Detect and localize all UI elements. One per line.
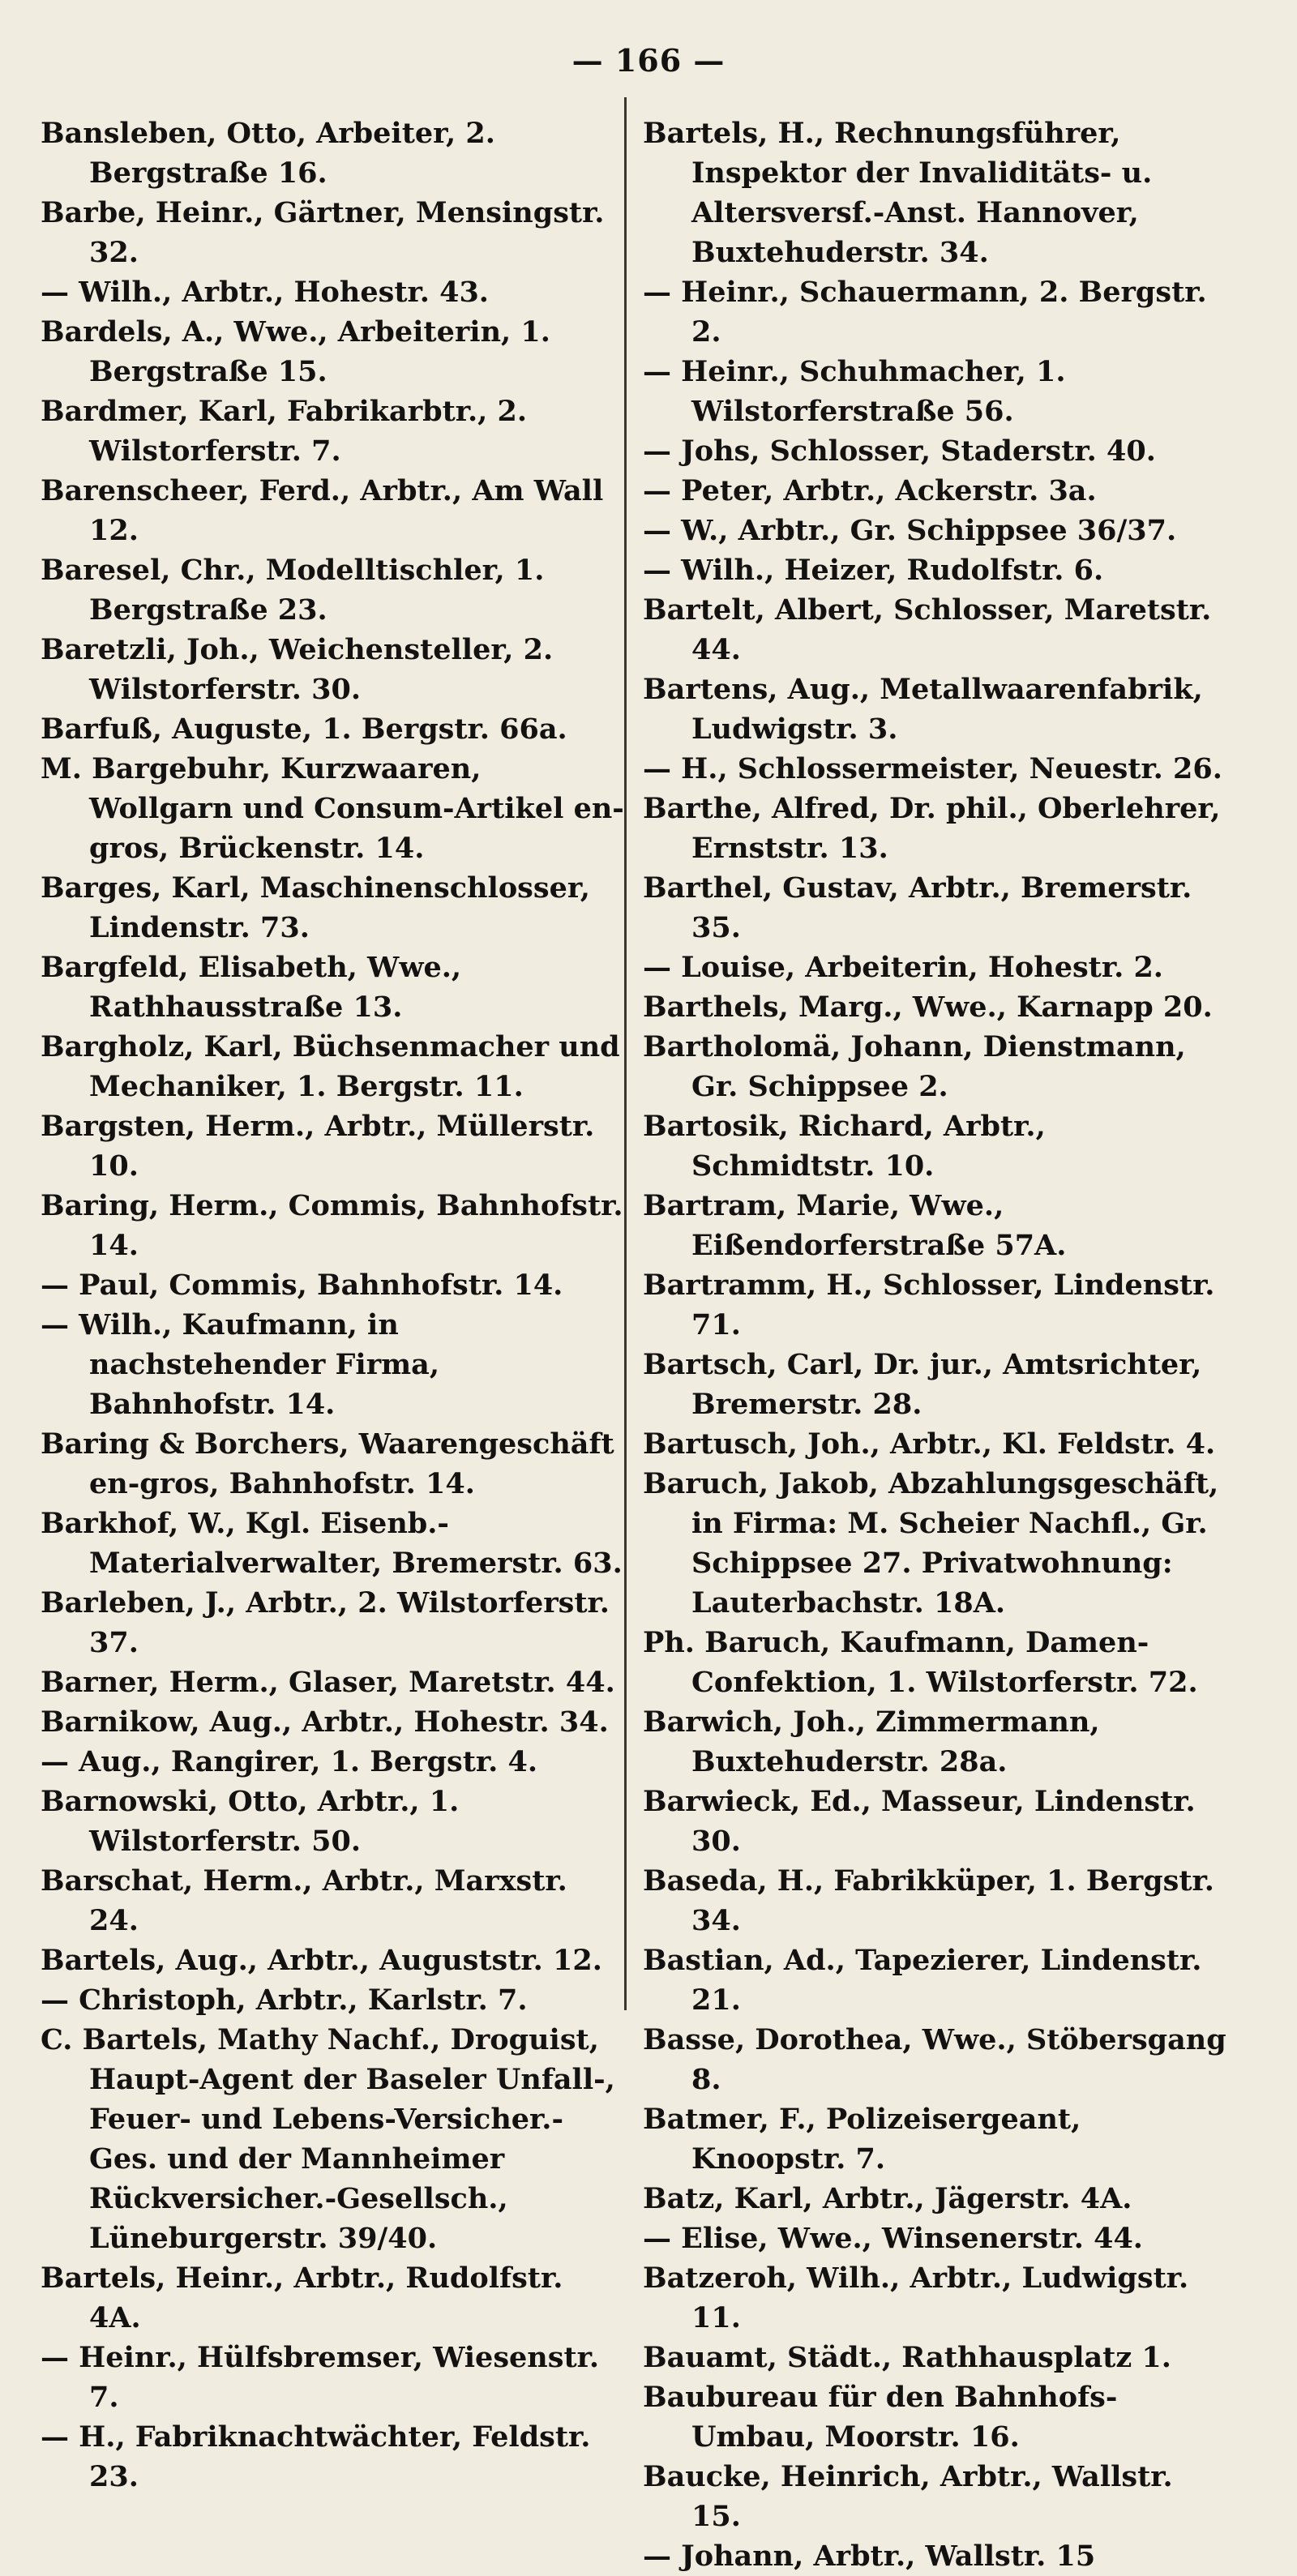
list-item: Batz, Karl, Arbtr., Jägerstr. 4A. — [643, 2182, 1132, 2215]
list-item: Baring, Herm., Commis, Bahnhofstr. 14. — [41, 1189, 623, 1262]
list-item: Bauamt, Städt., Rathhausplatz 1. — [643, 2341, 1171, 2374]
list-item: Barwieck, Ed., Masseur, Lindenstr. 30. — [643, 1785, 1196, 1858]
list-item: Barfuß, Auguste, 1. Bergstr. 66a. — [41, 712, 567, 746]
list-item: Barkhof, W., Kgl. Eisenb.-Materialverwalter, Bremerstr. 63. — [41, 1507, 623, 1580]
list-item: Baresel, Chr., Modelltischler, 1. Bergstraße 23. — [41, 554, 545, 627]
list-item: Bargfeld, Elisabeth, Wwe., Rathhausstraße 13. — [41, 951, 462, 1024]
list-item: Bastian, Ad., Tapezierer, Lindenstr. 21. — [643, 1944, 1202, 2017]
list-item: — Wilh., Arbtr., Hohestr. 43. — [41, 276, 489, 309]
list-item: Batmer, F., Polizeisergeant, Knoopstr. 7. — [643, 2103, 1081, 2176]
list-item: Bargsten, Herm., Arbtr., Müllerstr. 10. — [41, 1110, 595, 1183]
list-item: — Johs, Schlosser, Staderstr. 40. — [643, 434, 1156, 468]
list-item: Barnowski, Otto, Arbtr., 1. Wilstorferstr. 50. — [41, 1785, 460, 1858]
list-item: Bartusch, Joh., Arbtr., Kl. Feldstr. 4. — [643, 1427, 1216, 1461]
list-item: Baring & Borchers, Waarengeschäft en-gros, Bahnhofstr. 14. — [41, 1427, 614, 1500]
list-item: — H., Fabriknachtwächter, Feldstr. 23. — [41, 2420, 591, 2493]
list-item: — Wilh., Heizer, Rudolfstr. 6. — [643, 554, 1104, 587]
list-item: Barbe, Heinr., Gärtner, Mensingstr. 32. — [41, 196, 605, 269]
list-item: Bargholz, Karl, Büchsenmacher und Mechaniker, 1. Bergstr. 11. — [41, 1030, 620, 1103]
list-item: Bartramm, H., Schlosser, Lindenstr. 71. — [643, 1269, 1215, 1341]
left-column — [41, 113, 624, 2497]
list-item: Baseda, H., Fabrikküper, 1. Bergstr. 34. — [643, 1864, 1214, 1937]
list-item: Bartelt, Albert, Schlosser, Maretstr. 44. — [643, 593, 1212, 666]
list-item: — Wilh., Kaufmann, in nachstehender Firma, Bahnhofstr. 14. — [41, 1308, 440, 1421]
list-item: Bartens, Aug., Metallwaarenfabrik, Ludwigstr. 3. — [643, 673, 1203, 746]
list-item: Bartels, H., Rechnungsführer, Inspektor der Invaliditäts- u. Altersversf.-Anst. Hannover, Buxtehuderstr. 34. — [643, 117, 1153, 269]
list-item: Barschat, Herm., Arbtr., Marxstr. 24. — [41, 1864, 567, 1937]
list-item: Bartholomä, Johann, Dienstmann, Gr. Schippsee 2. — [643, 1030, 1186, 1103]
column-divider — [624, 97, 627, 2010]
list-item: C. Bartels, Mathy Nachf., Droguist, Haupt-Agent der Baseler Unfall-, Feuer- und Lebens-Versicher.-Ges. und der Mannheimer Rückversicher.-Gesellsch., Lüneburgerstr. 39/40. — [41, 2023, 615, 2255]
list-item: Bartels, Heinr., Arbtr., Rudolfstr. 4A. — [41, 2261, 563, 2334]
list-item: Bardels, A., Wwe., Arbeiterin, 1. Bergstraße 15. — [41, 315, 550, 388]
list-item: Bartels, Aug., Arbtr., Auguststr. 12. — [41, 1944, 602, 1977]
list-item: Barnikow, Aug., Arbtr., Hohestr. 34. — [41, 1705, 609, 1739]
list-item: Baretzli, Joh., Weichensteller, 2. Wilstorferstr. 30. — [41, 633, 554, 706]
list-item: Bansleben, Otto, Arbeiter, 2. Bergstraße 16. — [41, 117, 495, 190]
list-item: Bartsch, Carl, Dr. jur., Amtsrichter, Bremerstr. 28. — [643, 1348, 1202, 1421]
list-item: Bartosik, Richard, Arbtr., Schmidtstr. 10. — [643, 1110, 1046, 1183]
list-item: — Heinr., Schauermann, 2. Bergstr. 2. — [643, 276, 1207, 349]
list-item: Barthe, Alfred, Dr. phil., Oberlehrer, Ernststr. 13. — [643, 792, 1221, 865]
list-item: — Elise, Wwe., Winsenerstr. 44. — [643, 2222, 1143, 2255]
list-item: — Heinr., Hülfsbremser, Wiesenstr. 7. — [41, 2341, 600, 2414]
list-item: — Louise, Arbeiterin, Hohestr. 2. — [643, 951, 1163, 984]
list-item: — Heinr., Schuhmacher, 1. Wilstorferstraße 56. — [643, 355, 1066, 428]
list-item: Baubureau für den Bahnhofs-Umbau, Moorstr. 16. — [643, 2381, 1118, 2454]
list-item: Barenscheer, Ferd., Arbtr., Am Wall 12. — [41, 474, 604, 547]
list-item: Barthel, Gustav, Arbtr., Bremerstr. 35. — [643, 871, 1192, 944]
right-column — [643, 113, 1226, 2576]
list-item: Barthels, Marg., Wwe., Karnapp 20. — [643, 991, 1213, 1024]
list-item: — Johann, Arbtr., Wallstr. 15 — [643, 2540, 1096, 2573]
page-number: — 166 — — [571, 42, 726, 79]
list-item: Bartram, Marie, Wwe., Eißendorferstraße 57A. — [643, 1189, 1067, 1262]
list-item: — Paul, Commis, Bahnhofstr. 14. — [41, 1269, 563, 1302]
list-item: — Aug., Rangirer, 1. Bergstr. 4. — [41, 1745, 538, 1778]
list-item: Ph. Baruch, Kaufmann, Damen-Confektion, 1. Wilstorferstr. 72. — [643, 1626, 1198, 1699]
list-item: Barwich, Joh., Zimmermann, Buxtehuderstr. 28a. — [643, 1705, 1100, 1778]
list-item: M. Bargebuhr, Kurzwaaren, Wollgarn und Consum-Artikel en-gros, Brückenstr. 14. — [41, 752, 624, 865]
list-item: — H., Schlossermeister, Neuestr. 26. — [643, 752, 1222, 785]
list-item: — Christoph, Arbtr., Karlstr. 7. — [41, 1983, 528, 2017]
list-item: Batzeroh, Wilh., Arbtr., Ludwigstr. 11. — [643, 2261, 1189, 2334]
list-item: — Peter, Arbtr., Ackerstr. 3a. — [643, 474, 1097, 507]
list-item: Basse, Dorothea, Wwe., Stöbersgang 8. — [643, 2023, 1226, 2096]
list-item: Baruch, Jakob, Abzahlungsgeschäft, in Firma: M. Scheier Nachfl., Gr. Schippsee 27. Privatwohnung: Lauterbachstr. 18A. — [643, 1467, 1219, 1620]
list-item: Barges, Karl, Maschinenschlosser, Lindenstr. 73. — [41, 871, 590, 944]
list-item: — W., Arbtr., Gr. Schippsee 36/37. — [643, 514, 1177, 547]
list-item: Baucke, Heinrich, Arbtr., Wallstr. 15. — [643, 2460, 1173, 2533]
list-item: Barleben, J., Arbtr., 2. Wilstorferstr. 37. — [41, 1586, 610, 1659]
list-item: Bardmer, Karl, Fabrikarbtr., 2. Wilstorferstr. 7. — [41, 395, 528, 468]
list-item: Barner, Herm., Glaser, Maretstr. 44. — [41, 1666, 615, 1699]
